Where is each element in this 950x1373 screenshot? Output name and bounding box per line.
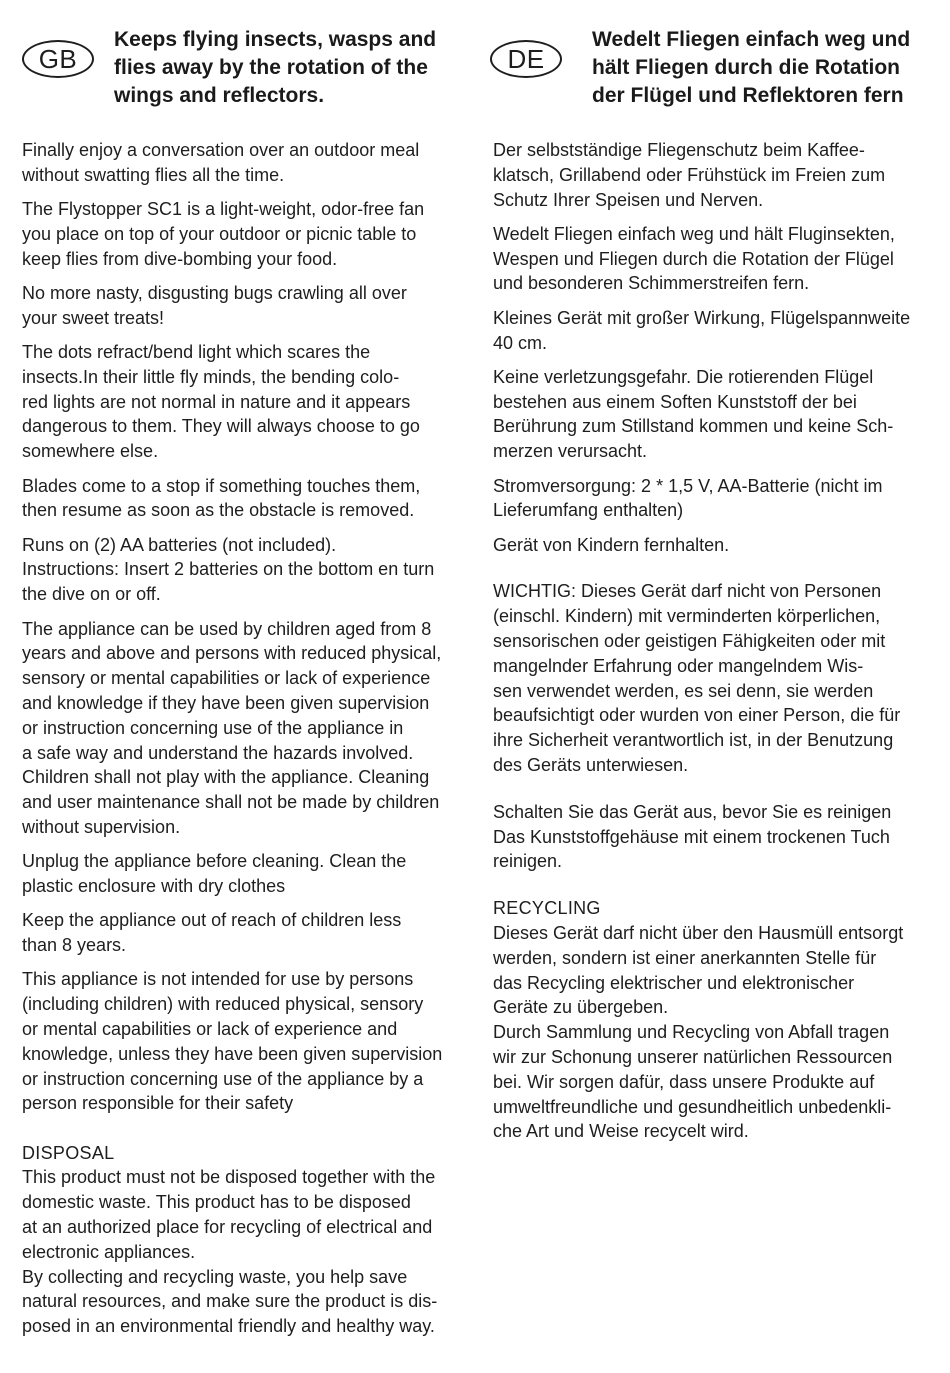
text-line: at an authorized place for recycling of electrical and (22, 1217, 433, 1238)
text-line: Children shall not play with the appliance. Cleaning (22, 767, 430, 788)
text-line: dangerous to them. They will always choose to go (22, 416, 420, 437)
section-header-de (493, 26, 938, 138)
text-line: and knowledge if they have been given supervision (22, 692, 430, 713)
text-line: ihre Sicherheit verantwortlich ist, in der Benutzung (493, 730, 894, 751)
text-line: the dive on or off. (22, 584, 161, 605)
text-line: Der selbstständige Fliegenschutz beim Kaffee- (493, 140, 865, 160)
text-line: (including children) with reduced physical, sensory (22, 994, 424, 1015)
heading-line: der Flügel und Reflektoren fern (592, 84, 904, 107)
text-line: sensorischen oder geistigen Fähigkeiten oder mit (493, 631, 886, 652)
text-line: without swatting flies all the time. (22, 164, 285, 185)
text-line: natural resources, and make sure the product is dis- (22, 1291, 438, 1312)
text-line: beaufsichtigt oder wurden von einer Person, die für (493, 705, 901, 726)
heading-line: flies away by the rotation of the (114, 56, 428, 79)
disposal-section (22, 1141, 467, 1339)
paragraph (493, 474, 938, 524)
text-line: or instruction concerning use of the appliance by a (22, 1068, 424, 1089)
text-line: than 8 years. (22, 935, 127, 956)
paragraph (22, 340, 467, 464)
text-line: merzen verursacht. (493, 441, 648, 462)
text-line: Gerät von Kindern fernhalten. (493, 534, 730, 555)
paragraph (493, 222, 938, 296)
text-line: posed in an environmental friendly and healthy way. (22, 1316, 435, 1337)
heading-line: wings and reflectors. (114, 84, 325, 107)
text-line: bestehen aus einem Soften Kunststoff der bei (493, 391, 857, 412)
language-badge-gb: GB (22, 40, 94, 78)
text-line: plastic enclosure with dry clothes (22, 876, 286, 897)
disposal-text (22, 1165, 467, 1339)
heading-line: hält Fliegen durch die Rotation (592, 56, 901, 79)
text-line: sen verwendet werden, es sei denn, sie werden (493, 680, 874, 701)
paragraph (22, 533, 467, 607)
text-line: then resume as soon as the obstacle is removed. (22, 500, 415, 521)
heading-line: Wedelt Fliegen einfach weg und (592, 28, 911, 51)
text-line: und besonderen Schimmerstreifen fern. (493, 273, 810, 294)
paragraph (493, 306, 938, 356)
text-line: klatsch, Grillabend oder Frühstück im Freien zum (493, 164, 886, 185)
text-line: des Geräts unterwiesen. (493, 755, 689, 776)
paragraph (22, 908, 467, 958)
text-line: Stromversorgung: 2 * 1,5 V, AA-Batterie (nicht im (493, 475, 883, 496)
text-line: or instruction concerning use of the appliance in (22, 717, 404, 738)
text-line: (einschl. Kindern) mit verminderten körperlichen, (493, 606, 881, 627)
text-line: you place on top of your outdoor or picnic table to (22, 223, 417, 244)
column-english (22, 26, 467, 1349)
text-line: red lights are not normal in nature and it appears (22, 391, 411, 412)
text-line: keep flies from dive-bombing your food. (22, 248, 338, 269)
text-line: insects.In their little fly minds, the bending colo- (22, 366, 400, 387)
text-line: umweltfreundliche und gesundheitlich unbedenkli- (493, 1096, 892, 1117)
text-line: knowledge, unless they have been given supervision (22, 1043, 443, 1064)
paragraph (22, 197, 467, 271)
recycling-text (493, 921, 938, 1144)
heading-de (592, 26, 910, 110)
text-line: Blades come to a stop if something touches them, (22, 475, 421, 496)
text-line: The Flystopper SC1 is a light-weight, odor-free fan (22, 199, 425, 220)
text-line: Schalten Sie das Gerät aus, bevor Sie es reinigen (493, 801, 892, 822)
text-line: wir zur Schonung unserer natürlichen Ressourcen (493, 1047, 893, 1067)
text-line: WICHTIG: Dieses Gerät darf nicht von Personen (493, 581, 882, 602)
text-line: The dots refract/bend light which scares the (22, 342, 371, 363)
text-line: reinigen. (493, 851, 563, 872)
text-line: Geräte zu übergeben. (493, 997, 669, 1018)
text-line: Unplug the appliance before cleaning. Clean the (22, 851, 407, 872)
text-line: Kleines Gerät mit großer Wirkung, Flügelspannweite (493, 307, 911, 328)
heading-line: Keeps flying insects, wasps and (114, 28, 437, 51)
text-line: or mental capabilities or lack of experience and (22, 1019, 398, 1039)
text-line: das Recycling elektrischer und elektronischer (493, 972, 855, 993)
recycling-title: RECYCLING (493, 898, 601, 919)
paragraph (493, 138, 938, 212)
paragraph (22, 138, 467, 188)
paragraph (493, 533, 938, 558)
text-line: che Art und Weise recycelt wird. (493, 1121, 749, 1142)
text-line: Berührung zum Stillstand kommen und keine Sch- (493, 416, 894, 437)
recycling-section (493, 896, 938, 1144)
text-line: This appliance is not intended for use by persons (22, 969, 414, 990)
text-line: bei. Wir sorgen dafür, dass unsere Produkte auf (493, 1071, 875, 1092)
text-line: years and above and persons with reduced physical, (22, 643, 442, 664)
text-line: Keine verletzungsgefahr. Die rotierenden Flügel (493, 366, 874, 387)
text-line: somewhere else. (22, 441, 159, 462)
text-line: Instructions: Insert 2 batteries on the bottom en turn (22, 559, 435, 580)
text-line: Finally enjoy a conversation over an outdoor meal (22, 140, 420, 160)
text-line: your sweet treats! (22, 307, 165, 328)
paragraph (493, 579, 938, 777)
text-line: By collecting and recycling waste, you help save (22, 1266, 408, 1287)
body-de (493, 138, 938, 874)
text-line: without supervision. (22, 816, 181, 837)
text-line: Das Kunststoffgehäuse mit einem trockenen Tuch (493, 826, 890, 847)
text-line: Wedelt Fliegen einfach weg und hält Fluginsekten, (493, 223, 895, 244)
section-header-gb (22, 26, 467, 138)
text-line: Wespen und Fliegen durch die Rotation der Flügel (493, 248, 894, 269)
text-line: domestic waste. This product has to be disposed (22, 1192, 411, 1213)
body-gb (22, 138, 467, 1116)
text-line: 40 cm. (493, 332, 548, 353)
text-line: Lieferumfang enthalten) (493, 500, 684, 521)
column-german (493, 26, 938, 1154)
text-line: Schutz Ihrer Speisen und Nerven. (493, 189, 764, 210)
paragraph (493, 365, 938, 464)
text-line: mangelnder Erfahrung oder mangelndem Wis- (493, 655, 864, 676)
paragraph (22, 617, 467, 840)
paragraph (493, 800, 938, 874)
paragraph (22, 281, 467, 331)
text-line: The appliance can be used by children aged from 8 (22, 618, 432, 639)
paragraph (22, 474, 467, 524)
text-line: No more nasty, disgusting bugs crawling all over (22, 282, 407, 303)
text-line: Dieses Gerät darf nicht über den Hausmüll entsorgt (493, 923, 904, 944)
text-line: Runs on (2) AA batteries (not included). (22, 534, 337, 555)
language-badge-de: DE (490, 40, 562, 78)
disposal-title: DISPOSAL (22, 1142, 115, 1163)
text-line: This product must not be disposed together with the (22, 1167, 436, 1188)
text-line: person responsible for their safety (22, 1093, 294, 1114)
heading-gb (114, 26, 436, 110)
text-line: Durch Sammlung und Recycling von Abfall tragen (493, 1022, 890, 1043)
paragraph (22, 967, 467, 1116)
text-line: werden, sondern ist einer anerkannten Stelle für (493, 947, 877, 968)
text-line: and user maintenance shall not be made by children (22, 792, 440, 813)
text-line: sensory or mental capabilities or lack of experience (22, 668, 431, 689)
text-line: Keep the appliance out of reach of children less (22, 910, 402, 931)
paragraph (22, 849, 467, 899)
text-line: a safe way and understand the hazards involved. (22, 742, 414, 763)
text-line: electronic appliances. (22, 1241, 196, 1262)
